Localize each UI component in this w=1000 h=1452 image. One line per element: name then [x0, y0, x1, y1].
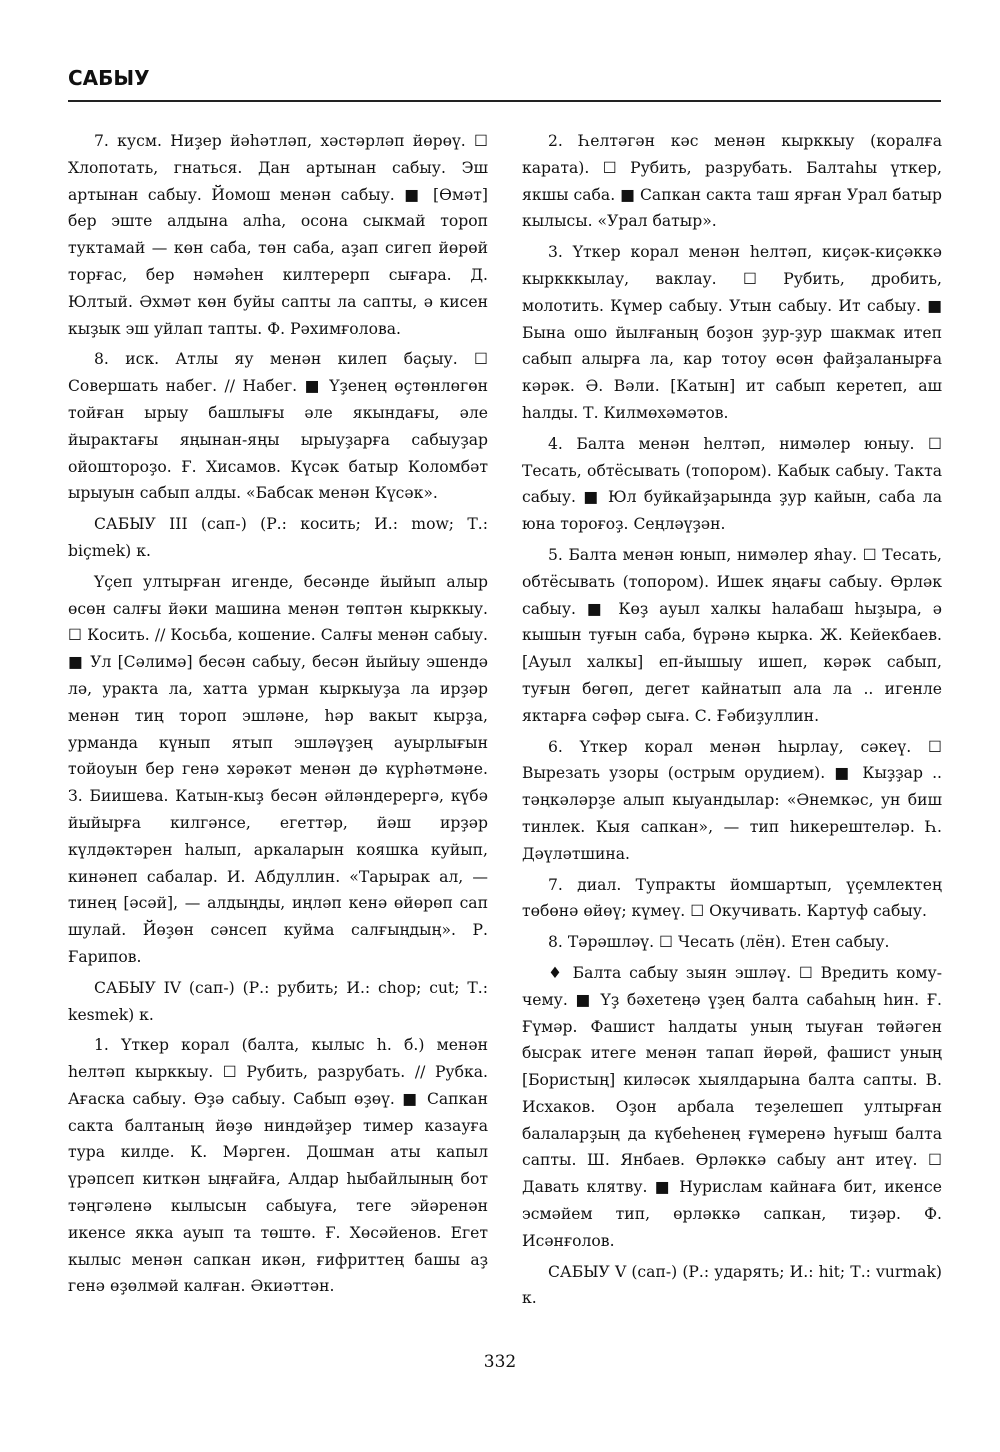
paragraph: 7. диал. Тупракты йомшартып, үҫемлектең төбөнә өйөү; күмеү. ☐ Окучивать. Картуф сабыу. — [522, 875, 942, 921]
paragraph: Үҫеп ултырған игенде, бесәнде йыйып алыр өсөн салғы йәки машина менән төптән кырккыу. ☐ Косить. // Косьба, кошение. Салғы менән сабыу. ■ Ул [Сәлимә] бесән сабыу, бесән йыйыу эшендә лә, уракта ла, хатта урман кыркыуҙа ла ирҙәр менән тиң тороп эшләне, һәр вакыт кырҙа, урманда күнып ятып эшләүҙең ауырлығын тойоуын бер генә хәрәкәт менән дә күрһәтмәне. З. Биишева. Катын-кыҙ бесән әйләндерергә, күбә йыйырға килгәнсе, егеттәр, йәш ирҙәр күлдәктәрен һалып, аркаларын кояшка куйып, кинәнеп сабалар. И. Абдуллин. «Тарырак ал, — тинең [әсәй], — алдыңды, иңләп кенә өйөрөп сап шулай. Йөҙөн сәнсеп куйма салғыңдың». Р. Ғарипов. — [68, 572, 488, 966]
paragraph: 1. Үткер корал (балта, кылыс һ. б.) менән һелтәп кырккыу. ☐ Рубить, разрубать. // Рубка. Ағаска сабыу. Өҙә сабыу. Сабып өҙөү. ■ Сапкан сакта балтаның йөҙө ниндәйҙер тимер казауға тура килде. К. Мәрген. Дошман аты капыл үрәпсеп киткән ыңғайға, Алдар һыбайлының бот тәңгәленә кылысын сабыуға, теге эйәренән икенсе якка ауып та төштө. Ғ. Хөсәйенов. Егет кылыс менән сапкан икән, ғифриттең башы аҙ генә өҙөлмәй калған. Әкиәттән. — [68, 1036, 488, 1296]
left-column — [68, 128, 488, 1304]
paragraph: 8. Тәрәшләү. ☐ Чесать (лён). Етен сабыу. — [548, 933, 890, 952]
paragraph: 3. Үткер корал менән һелтәп, киҫәк-киҫәккә кыркккылау, ваклау. ☐ Рубить, дробить, молотить. Күмер сабыу. Утын сабыу. Ит сабыу. ■ Бына ошо йылғаның боҙон ҙур-ҙур шакмак итеп сабып алырға ла, кар тотоу өсөн файҙаланырға кәрәк. Ә. Вәли. [Катын] ит сабып керетеп, аш һалды. Т. Килмөхәмәтов. — [522, 243, 942, 422]
page-number: 332 — [483, 1352, 517, 1372]
paragraph: САБЫУ III (сап-) (Р.: косить; И.: mow; Т.: biçmek) к. — [68, 515, 488, 560]
paragraph: 8. иск. Атлы яу менән килеп баҫыу. ☐ Совершать набег. // Набег. ■ Үҙенең өҫтөнлөгөн тойған ырыу башлығы әле якындағы, әле йырактағы яңынан-яңы ырыуҙарға сабыуҙар ойоштороҙо. Ғ. Хисамов. Күсәк батыр Коломбәт ырыуын сабып алды. «Бабсак менән Күсәк». — [68, 350, 488, 503]
paragraph: САБЫУ IV (сап-) (Р.: рубить; И.: chop; cut; Т.: kesmek) к. — [68, 978, 488, 1024]
paragraph: 5. Балта менән юнып, нимәлер яһау. ☐ Тесать, обтёсывать (топором). Ишек яңағы сабыу. Өрләк сабыу. ■ Көҙ ауыл халкы һалабаш һыҙыра, ә кышын туғын саба, бүрәнә кырка. Ж. Кейекбаев. [Ауыл халкы] еп-йышыу ишеп, кәрәк сабып, туғын бөгөп, дегет кайнатып ала ла .. игенле яктарға сәфәр сыға. С. Ғәбиҙуллин. — [522, 545, 942, 725]
right-column — [522, 128, 942, 1316]
paragraph: ♦ Балта сабыу зыян эшләү. ☐ Вредить кому-чему. ■ Үҙ бәхетеңә үҙең балта сабаһың һин. Ғ. Ғүмәр. Фашист һалдаты уның тыуған төйәген бысрак итеге менән тапап йөрөй, фашист уның [Бористың] киләсәк хыялдарына балта сапты. В. Исхаков. Оҙон арбала теҙелешеп ултырған балаларҙың да күбеһенең ғүмеренә һуғыш балта сапты. Ш. Янбаев. Өрләккә сабыу ант итеү. ☐ Давать клятву. ■ Нурислам кайнаға бит, икенсе эсмәйем тип, өрләккә сапкан, тиҙәр. Ф. Исәнғолов. — [522, 963, 942, 1250]
paragraph: 4. Балта менән һелтәп, нимәлер юныу. ☐ Тесать, обтёсывать (топором). Кабык сабыу. Такта сабыу. ■ Юл буйкайҙарында ҙур кайын, саба ла юна тороғоҙ. Сеңләүҙән. — [522, 434, 942, 534]
paragraph: САБЫУ V (сап-) (Р.: ударять; И.: hit; Т.: vurmak) к. — [522, 1262, 942, 1308]
header-title: САБЫУ — [68, 66, 150, 90]
paragraph: 2. Һелтәгән кәс менән кырккыу (коралға карата). ☐ Рубить, разрубать. Балтаһы үткер, якшы саба. ■ Сапкан сакта таш ярған Урал батыр кылысы. «Урал батыр». — [522, 132, 942, 231]
paragraph: 7. кусм. Ниҙер йәһәтләп, хәстәрләп йөрөү. ☐ Хлопотать, гнаться. Дан артынан сабыу. Эш артынан сабыу. Йомош менән сабыу. ■ [Өмәт] бер эште алдына алһа, осона сыкмай тороп туктамай — көн саба, төн саба, аҙап сигеп йөрөй торғас, бер нәмәһен килтерерп сығара. Д. Юлтый. Әхмәт көн буйы сапты ла сапты, ә кисен кыҙык эш уйлап тапты. Ф. Рәхимғолова. — [68, 132, 488, 338]
paragraph: 6. Үткер корал менән һырлау, сәкеү. ☐ Вырезать узоры (острым орудием). ■ Кыҙҙар .. тәңкәләрҙе алып кыуандылар: «Әнемкәс, ун биш тинлек. Кыя сапкан», — тип һикерештеләр. Һ. Дәүләтшина. — [522, 737, 942, 863]
running-header — [68, 62, 941, 102]
